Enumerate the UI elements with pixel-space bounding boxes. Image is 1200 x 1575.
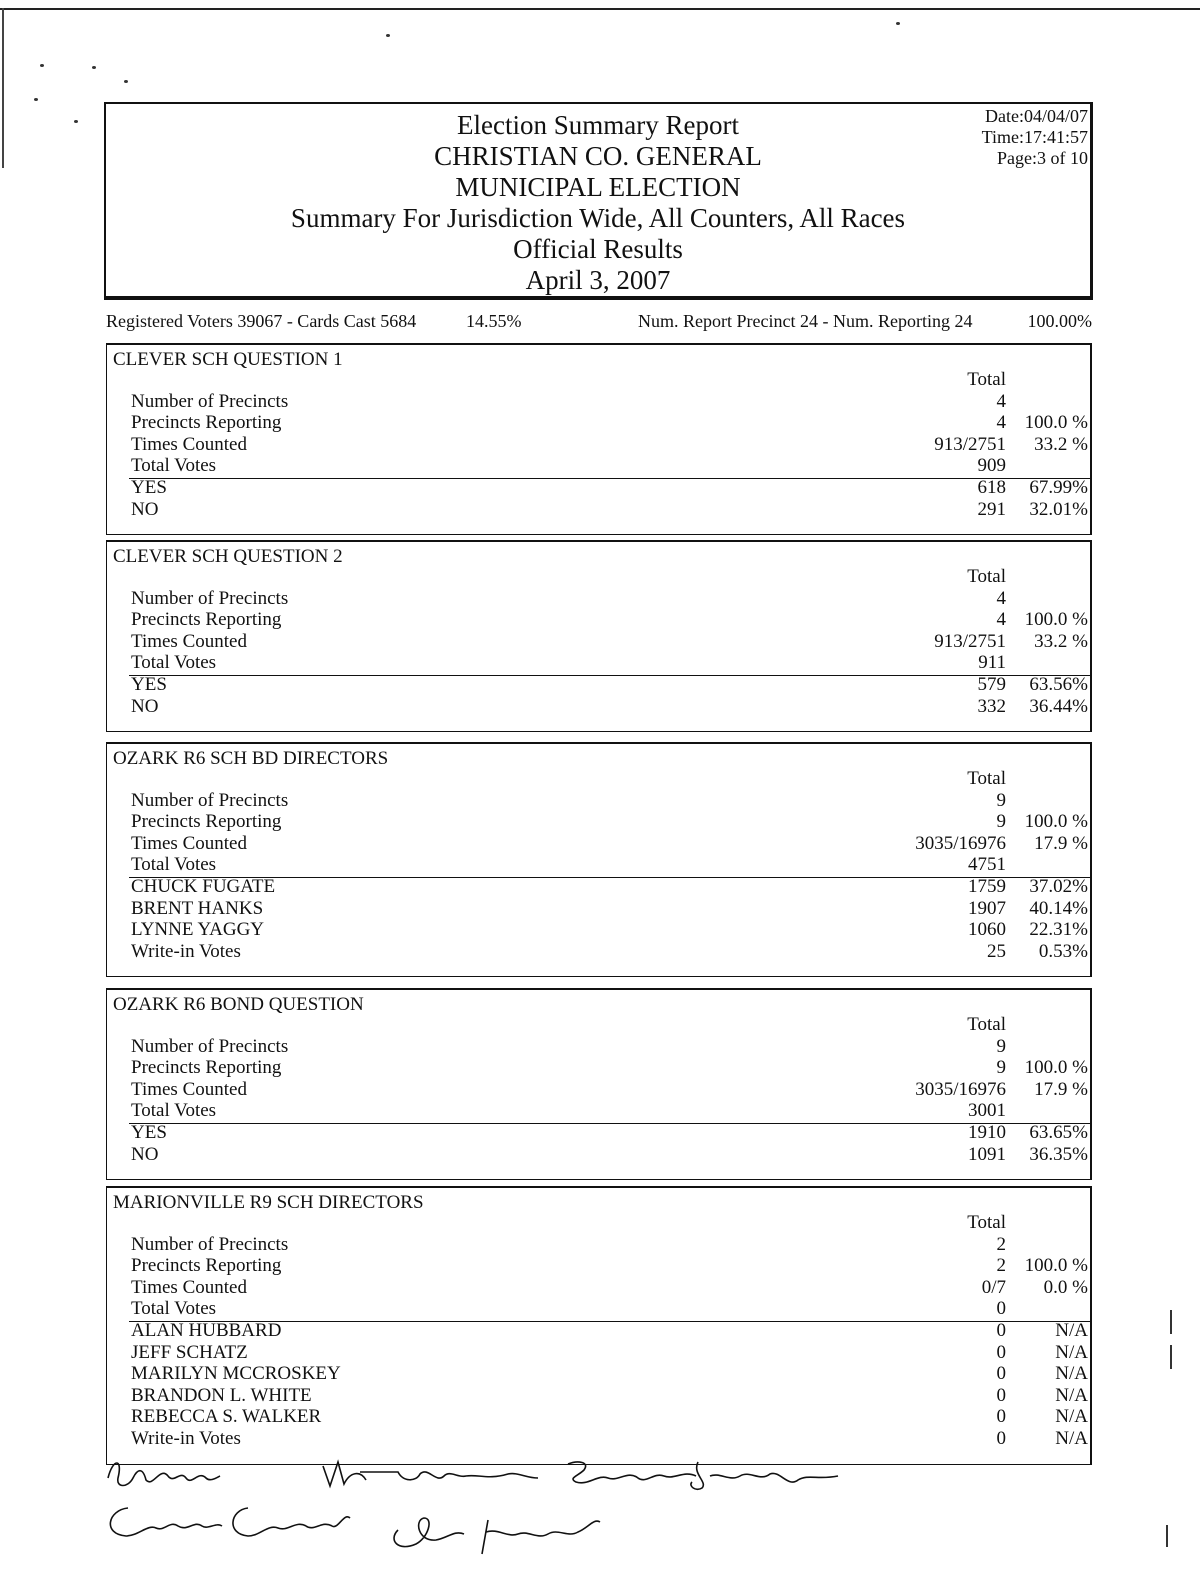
scan-speck (92, 66, 96, 69)
choice-label: MARILYN MCCROSKEY (131, 1363, 341, 1385)
scan-edge-left (2, 8, 4, 168)
stat-value: 4 (996, 412, 1006, 434)
choice-row (107, 1342, 1090, 1364)
total-column-header (107, 1212, 1090, 1234)
choice-votes: 0 (996, 1384, 1006, 1406)
stat-percent: 33.2 % (1034, 433, 1088, 455)
stat-value: 4 (996, 587, 1006, 609)
choice-votes: 0 (996, 1428, 1006, 1449)
choice-label: Write-in Votes (131, 1428, 241, 1449)
choice-label: NO (131, 498, 159, 520)
stat-value: 911 (978, 652, 1006, 674)
stat-value: 4 (996, 390, 1006, 412)
race-title: OZARK R6 SCH BD DIRECTORS (113, 748, 389, 769)
choice-percent: N/A (1055, 1428, 1088, 1449)
choice-label: BRENT HANKS (131, 897, 264, 919)
scan-speck (386, 34, 390, 37)
choice-label: JEFF SCHATZ (131, 1341, 248, 1363)
race-title: MARIONVILLE R9 SCH DIRECTORS (113, 1192, 424, 1213)
stat-label: Total Votes (131, 1298, 217, 1320)
stat-row (107, 434, 1090, 456)
stat-percent: 100.0 % (1024, 811, 1088, 833)
report-meta (982, 106, 1088, 169)
choice-votes: 0 (996, 1363, 1006, 1385)
choice-row (107, 696, 1090, 718)
choice-percent: N/A (1055, 1341, 1088, 1363)
choice-votes: 0 (996, 1406, 1006, 1428)
choice-row (107, 919, 1090, 941)
stat-label: Precincts Reporting (131, 609, 282, 631)
stat-value: 9 (996, 789, 1006, 811)
choice-row (107, 1428, 1090, 1450)
scan-speck (74, 120, 78, 123)
stat-value: 2 (996, 1233, 1006, 1255)
choice-votes: 1060 (968, 919, 1006, 941)
choice-votes: 25 (987, 940, 1006, 962)
choice-votes: 1910 (968, 1122, 1006, 1143)
choice-label: Write-in Votes (131, 940, 241, 962)
race-box (106, 988, 1092, 1180)
choice-row (107, 898, 1090, 920)
choice-label: YES (131, 674, 167, 695)
choice-percent: N/A (1055, 1384, 1088, 1406)
county-name: CHRISTIAN CO. GENERAL (434, 141, 762, 171)
choice-label: BRANDON L. WHITE (131, 1384, 312, 1406)
summary-scope: Summary For Jurisdiction Wide, All Counters, All Races (290, 203, 906, 233)
stat-label: Total Votes (131, 1100, 217, 1122)
stat-value: 913/2751 (934, 433, 1006, 455)
scan-mark (1166, 1525, 1168, 1547)
stat-row (107, 1277, 1090, 1299)
scan-speck (34, 98, 38, 101)
signatures (98, 1448, 858, 1568)
stat-label: Number of Precincts (131, 1233, 289, 1255)
choice-votes: 0 (996, 1341, 1006, 1363)
total-column-header (107, 1014, 1090, 1036)
choice-percent: 22.31% (1029, 919, 1088, 941)
report-time: Time:17:41:57 (981, 127, 1088, 147)
stat-value: 9 (996, 811, 1006, 833)
signature-carla (110, 1508, 350, 1536)
total-label: Total (967, 768, 1006, 789)
scan-speck (40, 64, 44, 67)
stat-percent: 0.0 % (1043, 1276, 1088, 1298)
choice-label: YES (131, 477, 167, 498)
stat-row (107, 391, 1090, 413)
stat-percent: 17.9 % (1034, 832, 1088, 854)
report-title-block (106, 110, 1090, 296)
precincts-reporting-percent: 100.00% (1027, 311, 1092, 331)
stat-value: 4 (996, 609, 1006, 631)
signature-matthews (323, 1462, 538, 1486)
choice-row (107, 499, 1090, 521)
choice-percent: N/A (1055, 1406, 1088, 1428)
stat-value: 4751 (968, 854, 1006, 876)
choice-percent: 36.44% (1029, 695, 1088, 717)
choice-percent: 37.02% (1029, 876, 1088, 897)
choice-row (107, 1144, 1090, 1166)
stat-label: Number of Precincts (131, 390, 289, 412)
stat-label: Times Counted (131, 832, 247, 854)
choice-percent: 67.99% (1029, 477, 1088, 498)
stat-label: Precincts Reporting (131, 811, 282, 833)
stat-row (107, 652, 1090, 674)
choice-label: NO (131, 1143, 159, 1165)
total-column-header (107, 369, 1090, 391)
stat-percent: 100.0 % (1024, 1255, 1088, 1277)
choice-percent: 36.35% (1029, 1143, 1088, 1165)
race-box (106, 742, 1092, 977)
choice-votes: 1907 (968, 897, 1006, 919)
stat-label: Times Counted (131, 1078, 247, 1100)
choice-label: ALAN HUBBARD (131, 1320, 282, 1341)
choice-row (107, 674, 1090, 696)
total-label: Total (967, 369, 1006, 390)
choice-percent: N/A (1055, 1320, 1088, 1341)
choice-votes: 291 (977, 498, 1006, 520)
stat-row (107, 631, 1090, 653)
stat-row (107, 1234, 1090, 1256)
stat-label: Number of Precincts (131, 789, 289, 811)
stat-row (107, 455, 1090, 477)
choice-votes: 579 (977, 674, 1006, 695)
choice-percent: 0.53% (1038, 940, 1088, 962)
stat-percent: 17.9 % (1034, 1078, 1088, 1100)
choice-row (107, 1122, 1090, 1144)
turnout-percent: 14.55% (466, 311, 522, 331)
stat-value: 2 (996, 1255, 1006, 1277)
signature-lisa (394, 1518, 600, 1554)
choice-votes: 0 (996, 1320, 1006, 1341)
stat-row (107, 790, 1090, 812)
choice-votes: 618 (977, 477, 1006, 498)
race-box (106, 1186, 1092, 1465)
election-date: April 3, 2007 (525, 265, 671, 295)
stat-row (107, 833, 1090, 855)
total-column-header (107, 566, 1090, 588)
race-title: CLEVER SCH QUESTION 2 (113, 546, 343, 567)
scan-speck (896, 22, 900, 25)
stat-value: 3001 (968, 1100, 1006, 1122)
stat-label: Times Counted (131, 433, 247, 455)
precincts-reporting-summary: Num. Report Precinct 24 - Num. Reporting 24 (638, 311, 973, 331)
scan-edge-top (0, 8, 1200, 10)
stat-label: Times Counted (131, 1276, 247, 1298)
choice-row (107, 941, 1090, 963)
choice-label: REBECCA S. WALKER (131, 1406, 322, 1428)
total-label: Total (967, 1014, 1006, 1035)
choice-percent: 63.56% (1029, 674, 1088, 695)
stat-label: Precincts Reporting (131, 1255, 282, 1277)
choice-row (107, 1363, 1090, 1385)
signature-marian (108, 1463, 220, 1486)
stat-row (107, 609, 1090, 631)
results-status: Official Results (513, 234, 683, 264)
stat-row (107, 811, 1090, 833)
choice-votes: 332 (977, 695, 1006, 717)
total-label: Total (967, 1212, 1006, 1233)
stat-percent: 100.0 % (1024, 609, 1088, 631)
report-header (104, 102, 1093, 300)
choice-label: CHUCK FUGATE (131, 876, 276, 897)
choice-label: YES (131, 1122, 167, 1143)
stat-label: Total Votes (131, 455, 217, 477)
total-column-header (107, 768, 1090, 790)
stat-label: Total Votes (131, 854, 217, 876)
stat-row (107, 1100, 1090, 1122)
total-label: Total (967, 566, 1006, 587)
choice-votes: 1091 (968, 1143, 1006, 1165)
stat-percent: 100.0 % (1024, 412, 1088, 434)
choice-row (107, 1320, 1090, 1342)
scan-mark (1170, 1345, 1172, 1369)
stat-value: 9 (996, 1057, 1006, 1079)
choice-label: NO (131, 695, 159, 717)
election-name: MUNICIPAL ELECTION (455, 172, 741, 202)
stat-row (107, 1255, 1090, 1277)
stat-value: 913/2751 (934, 630, 1006, 652)
stat-value: 9 (996, 1035, 1006, 1057)
choice-percent: 40.14% (1029, 897, 1088, 919)
stat-value: 0 (996, 1298, 1006, 1320)
registered-voters: Registered Voters 39067 - Cards Cast 5684 (106, 311, 417, 331)
stat-value: 3035/16976 (915, 1078, 1006, 1100)
scan-speck (124, 80, 128, 83)
stat-label: Times Counted (131, 630, 247, 652)
choice-row (107, 477, 1090, 499)
report-title: Election Summary Report (457, 110, 739, 140)
stat-label: Precincts Reporting (131, 412, 282, 434)
race-title: CLEVER SCH QUESTION 1 (113, 349, 343, 370)
race-title: OZARK R6 BOND QUESTION (113, 994, 364, 1015)
stat-row (107, 1036, 1090, 1058)
stat-row (107, 588, 1090, 610)
stat-row (107, 1298, 1090, 1320)
choice-row (107, 1406, 1090, 1428)
choice-row (107, 876, 1090, 898)
race-box (106, 343, 1092, 535)
scan-mark (1170, 1310, 1172, 1334)
stat-label: Number of Precincts (131, 587, 289, 609)
stat-label: Number of Precincts (131, 1035, 289, 1057)
stat-label: Total Votes (131, 652, 217, 674)
stat-row (107, 854, 1090, 876)
stat-row (107, 1079, 1090, 1101)
choice-percent: 32.01% (1029, 498, 1088, 520)
stat-percent: 33.2 % (1034, 630, 1088, 652)
stat-row (107, 412, 1090, 434)
choice-percent: 63.65% (1029, 1122, 1088, 1143)
page-number: Page:3 of 10 (997, 148, 1088, 168)
signature-stogner (568, 1462, 838, 1489)
report-date: Date:04/04/07 (985, 106, 1088, 126)
stat-value: 3035/16976 (915, 832, 1006, 854)
race-box (106, 540, 1092, 732)
choice-votes: 1759 (968, 876, 1006, 897)
stat-value: 909 (977, 455, 1006, 477)
choice-row (107, 1385, 1090, 1407)
turnout-summary (106, 311, 1092, 335)
stat-percent: 100.0 % (1024, 1057, 1088, 1079)
choice-label: LYNNE YAGGY (131, 919, 265, 941)
stat-label: Precincts Reporting (131, 1057, 282, 1079)
stat-row (107, 1057, 1090, 1079)
choice-percent: N/A (1055, 1363, 1088, 1385)
stat-value: 0/7 (981, 1276, 1006, 1298)
